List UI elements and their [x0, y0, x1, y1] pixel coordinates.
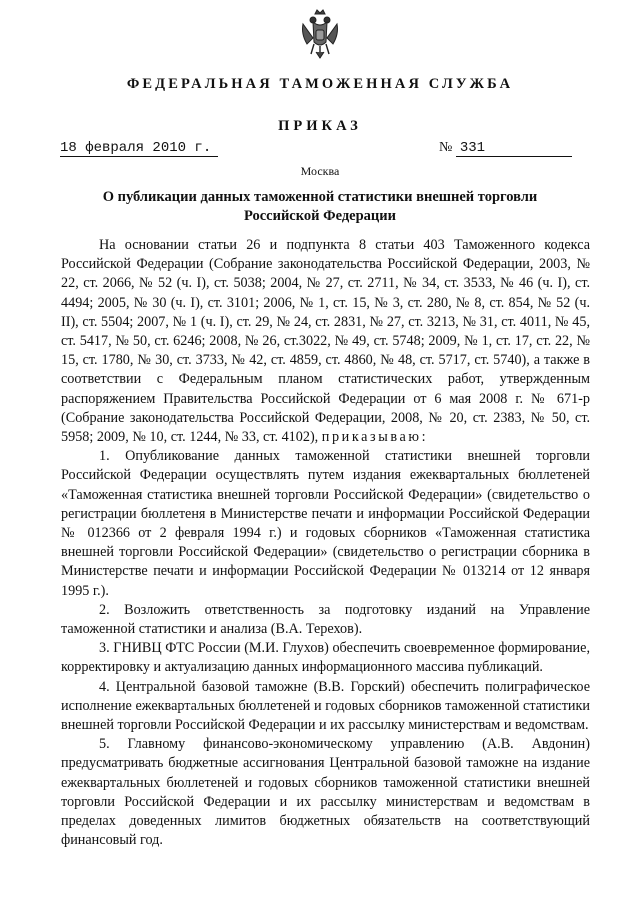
order-item-2: 2. Возложить ответственность за подготовку изданий на Управление таможенной статистики и анализа (В.А. Терехов). — [61, 601, 590, 638]
agency-name: ФЕДЕРАЛЬНАЯ ТАМОЖЕННАЯ СЛУЖБА — [126, 76, 514, 92]
order-word: приказываю: — [321, 429, 429, 446]
order-item-1: 1. Опубликование данных таможенной статистики внешней торговли Российской Федерации осуществлять путем издания ежеквартальных бюллетеней «Таможенная статистика внешней торговли Российской Федерации» (свидетельство о регистрации бюллетеня в Министерстве печати и информации Российской Федерации № 012366 от 2 февраля 1994 г.) и годовых сборников «Таможенная статистика внешней торговли Российской Федерации» (свидетельство о регистрации сборника в Министерстве печати и информации Российской Федерации № 013214 от 12 января 1995 г.). — [61, 448, 590, 599]
order-number-label: № — [439, 140, 453, 155]
preamble-text: На основании статьи 26 и подпункта 8 статьи 403 Таможенного кодекса Российской Федерации (Собрание законодательства Российской Федерации, 2003, № 22, ст. 2066, № 52 (ч. I), ст. 5038; 2004, № 27, ст. 2711, № 34, ст. 3533, № 46 (ч. I), ст. 4494; 2005, № 30 (ч. I), ст. 3101; 2006, № 1, ст. 15, № 3, ст. 280, № 8, ст. 854, № 52 (ч. II), ст. 5504; 2007, № 1 (ч. I), ст. 29, № 24, ст. 2831, № 27, ст. 3213, № 31, ст. 4011, № 45, ст. 5417, № 50, ст. 6246; 2008, № 26, ст.3022, № 49, ст. 5748; 2009, № 1, ст. 17, ст. 22, № 15, ст. 1780, № 30, ст. 3733, № 42, ст. 4859, ст. 4860, № 48, ст. 5717, ст. 5740), а также в соответствии с Федеральным планом статистических работ, утвержденным распоряжением Правительства Российской Федерации от 6 мая 2008 г. № 671-р (Собрание законодательства Российской Федерации, 2008, № 20, ст. 2383, № 50, ст. 5958; 2009, № 10, ст. 1244, № 33, ст. 4102), — [61, 237, 590, 446]
order-item-3: 3. ГНИВЦ ФТС России (М.И. Глухов) обеспечить своевременное формирование, корректировку и актуализацию данных информационного массива публикаций. — [61, 640, 590, 676]
city: Москва — [300, 164, 340, 178]
document-heading: О публикации данных таможенной статистики внешней торговли Российской Федерации — [102, 189, 538, 224]
order-title: ПРИКАЗ — [278, 118, 362, 134]
order-number-value: 331 — [456, 140, 572, 157]
preamble-paragraph — [61, 236, 590, 447]
order-item-4: 4. Центральной базовой таможне (В.В. Горский) обеспечить полиграфическое исполнение ежеквартальных бюллетеней и годовых сборников таможенной статистики внешней торговли Российской Федерации и их рассылку министерствам и ведомствам. — [61, 678, 590, 734]
russian-coat-of-arms-icon — [299, 8, 341, 62]
order-item-5: 5. Главному финансово-экономическому управлению (А.В. Авдонин) предусматривать бюджетные ассигнования Центральной базовой таможне на издание ежеквартальных бюллетеней и годовых сборников таможенной статистики внешней торговли Российской Федерации и их рассылку министерствам и ведомствам в пределах доведенных лимитов бюджетных обязательств на соответствующий финансовый год. — [61, 736, 590, 849]
order-date: 18 февраля 2010 г. — [60, 140, 218, 157]
document-body — [61, 236, 590, 851]
order-number — [439, 140, 589, 157]
